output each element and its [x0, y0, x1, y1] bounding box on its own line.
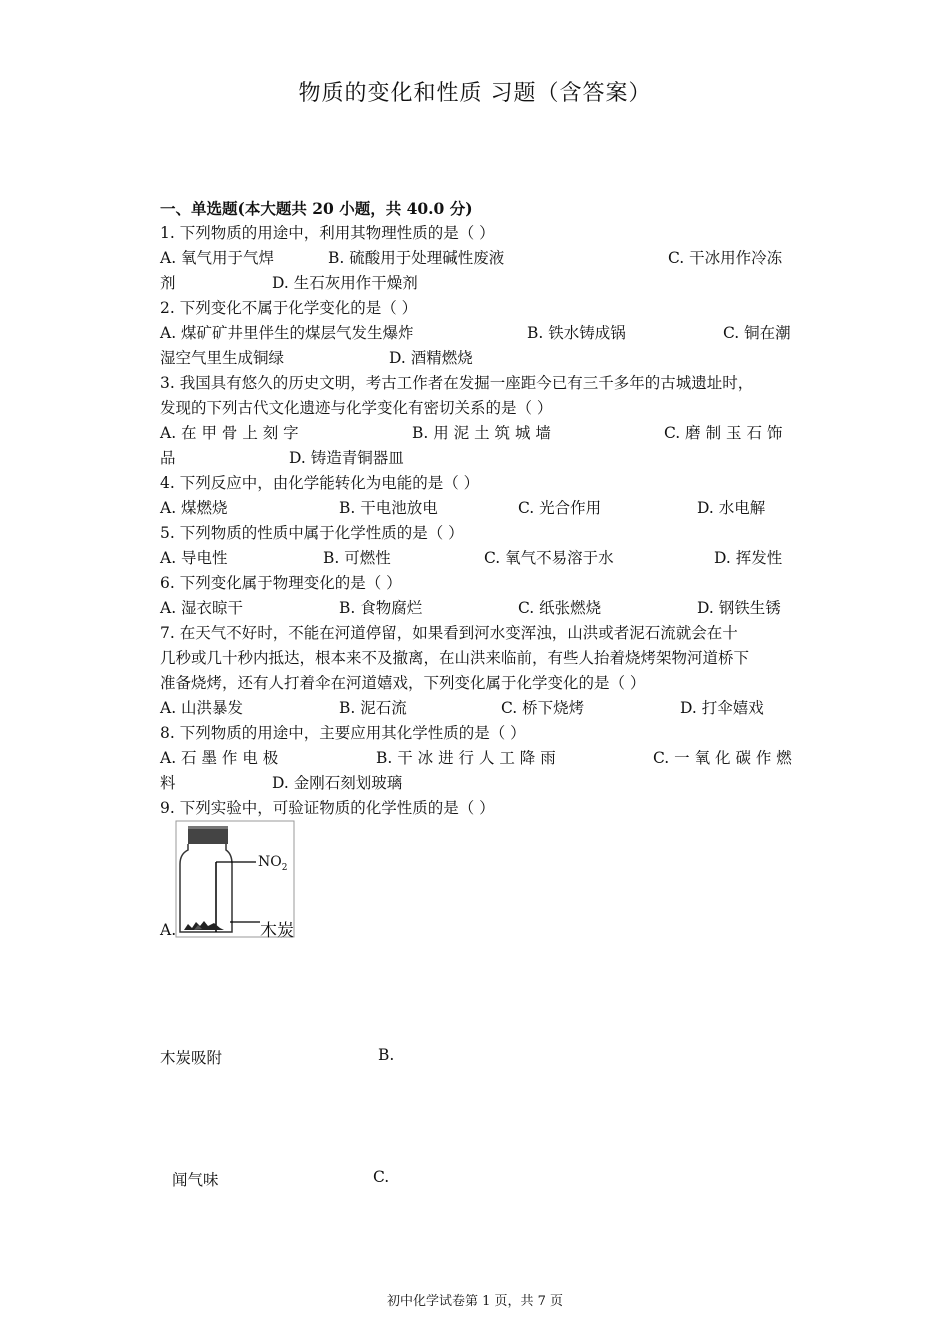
- question-4-stem: 4. 下列反应中，由化学能转化为电能的是（ ）: [160, 474, 480, 492]
- no2-text: NO: [258, 854, 282, 870]
- option-c: C. 氧气不易溶于水: [484, 549, 614, 567]
- question-6-options: [160, 596, 792, 621]
- option-d: D. 生石灰用作干燥剂: [272, 274, 418, 292]
- question-1-options-cont: [160, 271, 792, 296]
- question-7-stem-line1: 7. 在天气不好时，不能在河道停留，如果看到河水变浑浊，山洪或者泥石流就会在十: [160, 624, 738, 642]
- q9-option-b-label: B.: [378, 1046, 395, 1064]
- option-a: A. 湿衣晾干: [160, 599, 244, 617]
- page-title: 物质的变化和性质 习题（含答案）: [298, 81, 652, 106]
- option-c-cont: 料: [160, 774, 176, 792]
- question-2-options-cont: [160, 346, 792, 371]
- option-b: B. 泥石流: [339, 699, 407, 717]
- option-d: D. 酒精燃烧: [389, 349, 473, 367]
- option-d: D. 钢铁生锈: [697, 599, 781, 617]
- question-9-stem: 9. 下列实验中，可验证物质的化学性质的是（ ）: [160, 799, 495, 817]
- option-a: A. 氧气用于气焊: [160, 249, 275, 267]
- question-6-stem: 6. 下列变化属于物理变化的是（ ）: [160, 574, 402, 592]
- charcoal-label: 木炭: [260, 921, 294, 941]
- option-d: D. 挥发性: [714, 549, 783, 567]
- question-3-options-cont: [160, 446, 792, 471]
- option-c: C. 桥下烧烤: [501, 699, 585, 717]
- option-c: C. 光合作用: [518, 499, 602, 517]
- question-2-options: [160, 321, 792, 346]
- question-3-stem-line1: 3. 我国具有悠久的历史文明，考古工作者在发掘一座距今已有三千多年的古城遗址时，: [160, 374, 754, 392]
- question-8-stem: 8. 下列物质的用途中，主要应用其化学性质的是（ ）: [160, 724, 526, 742]
- option-b: B. 干电池放电: [339, 499, 438, 517]
- q9-option-a-caption: 木炭吸附: [160, 1049, 223, 1067]
- q9-option-b-caption: 闻气味: [172, 1171, 219, 1189]
- question-list: [160, 196, 792, 821]
- option-b: B. 铁水铸成锅: [527, 324, 626, 342]
- option-a: A. 煤燃烧: [160, 499, 228, 517]
- question-8-options-cont: [160, 771, 792, 796]
- option-a: A. 煤矿矿井里伴生的煤层气发生爆炸: [160, 324, 414, 342]
- question-8-options: [160, 746, 792, 771]
- q9-option-a-label: A.: [160, 921, 177, 939]
- question-3-stem-line2: 发现的下列古代文化遗迹与化学变化有密切关系的是（ ）: [160, 399, 553, 417]
- question-7-stem-line3: 准备烧烤，还有人打着伞在河道嬉戏，下列变化属于化学变化的是（ ）: [160, 674, 646, 692]
- option-b: B. 干 冰 进 行 人 工 降 雨: [376, 749, 556, 767]
- q9-option-c-label: C.: [373, 1168, 390, 1186]
- no2-subscript: 2: [281, 862, 288, 873]
- option-c: C. 磨 制 玉 石 饰: [664, 424, 783, 442]
- option-b: B. 食物腐烂: [339, 599, 423, 617]
- question-7-stem-line2: 几秒或几十秒内抵达，根本来不及撤离，在山洪来临前，有些人抬着烧烤架物河道桥下: [160, 649, 750, 667]
- question-5-options: [160, 546, 792, 571]
- question-4-options: [160, 496, 792, 521]
- option-d: D. 打伞嬉戏: [680, 699, 764, 717]
- option-a: A. 石 墨 作 电 极: [160, 749, 279, 767]
- section-heading: 一、单选题(本大题共 20 小题，共 40.0 分): [160, 199, 473, 218]
- question-7-options: [160, 696, 792, 721]
- option-c-cont: 品: [160, 449, 176, 467]
- question-3-options: [160, 421, 792, 446]
- question-5-stem: 5. 下列物质的性质中属于化学性质的是（ ）: [160, 524, 464, 542]
- option-c: C. 干冰用作冷冻: [668, 249, 783, 267]
- option-c: C. 铜在潮: [723, 324, 791, 342]
- question-1-stem: 1. 下列物质的用途中，利用其物理性质的是（ ）: [160, 224, 495, 242]
- option-d: D. 金刚石刻划玻璃: [272, 774, 403, 792]
- option-d: D. 水电解: [697, 499, 766, 517]
- option-c: C. 纸张燃烧: [518, 599, 602, 617]
- question-2-stem: 2. 下列变化不属于化学变化的是（ ）: [160, 299, 418, 317]
- option-d: D. 铸造青铜器皿: [289, 449, 404, 467]
- option-c-cont: 湿空气里生成铜绿: [160, 349, 285, 367]
- option-a: A. 导电性: [160, 549, 228, 567]
- option-b: B. 可燃性: [323, 549, 391, 567]
- option-a: A. 山洪暴发: [160, 699, 244, 717]
- option-b: B. 硫酸用于处理碱性废液: [328, 249, 505, 267]
- option-c-cont: 剂: [160, 274, 176, 292]
- option-a: A. 在 甲 骨 上 刻 字: [160, 424, 299, 442]
- question-1-options: [160, 246, 792, 271]
- option-c: C. 一 氧 化 碳 作 燃: [653, 749, 792, 767]
- no2-label: [258, 854, 287, 873]
- option-b: B. 用 泥 土 筑 城 墙: [412, 424, 551, 442]
- page-footer: 初中化学试卷第 1 页，共 7 页: [386, 1294, 564, 1309]
